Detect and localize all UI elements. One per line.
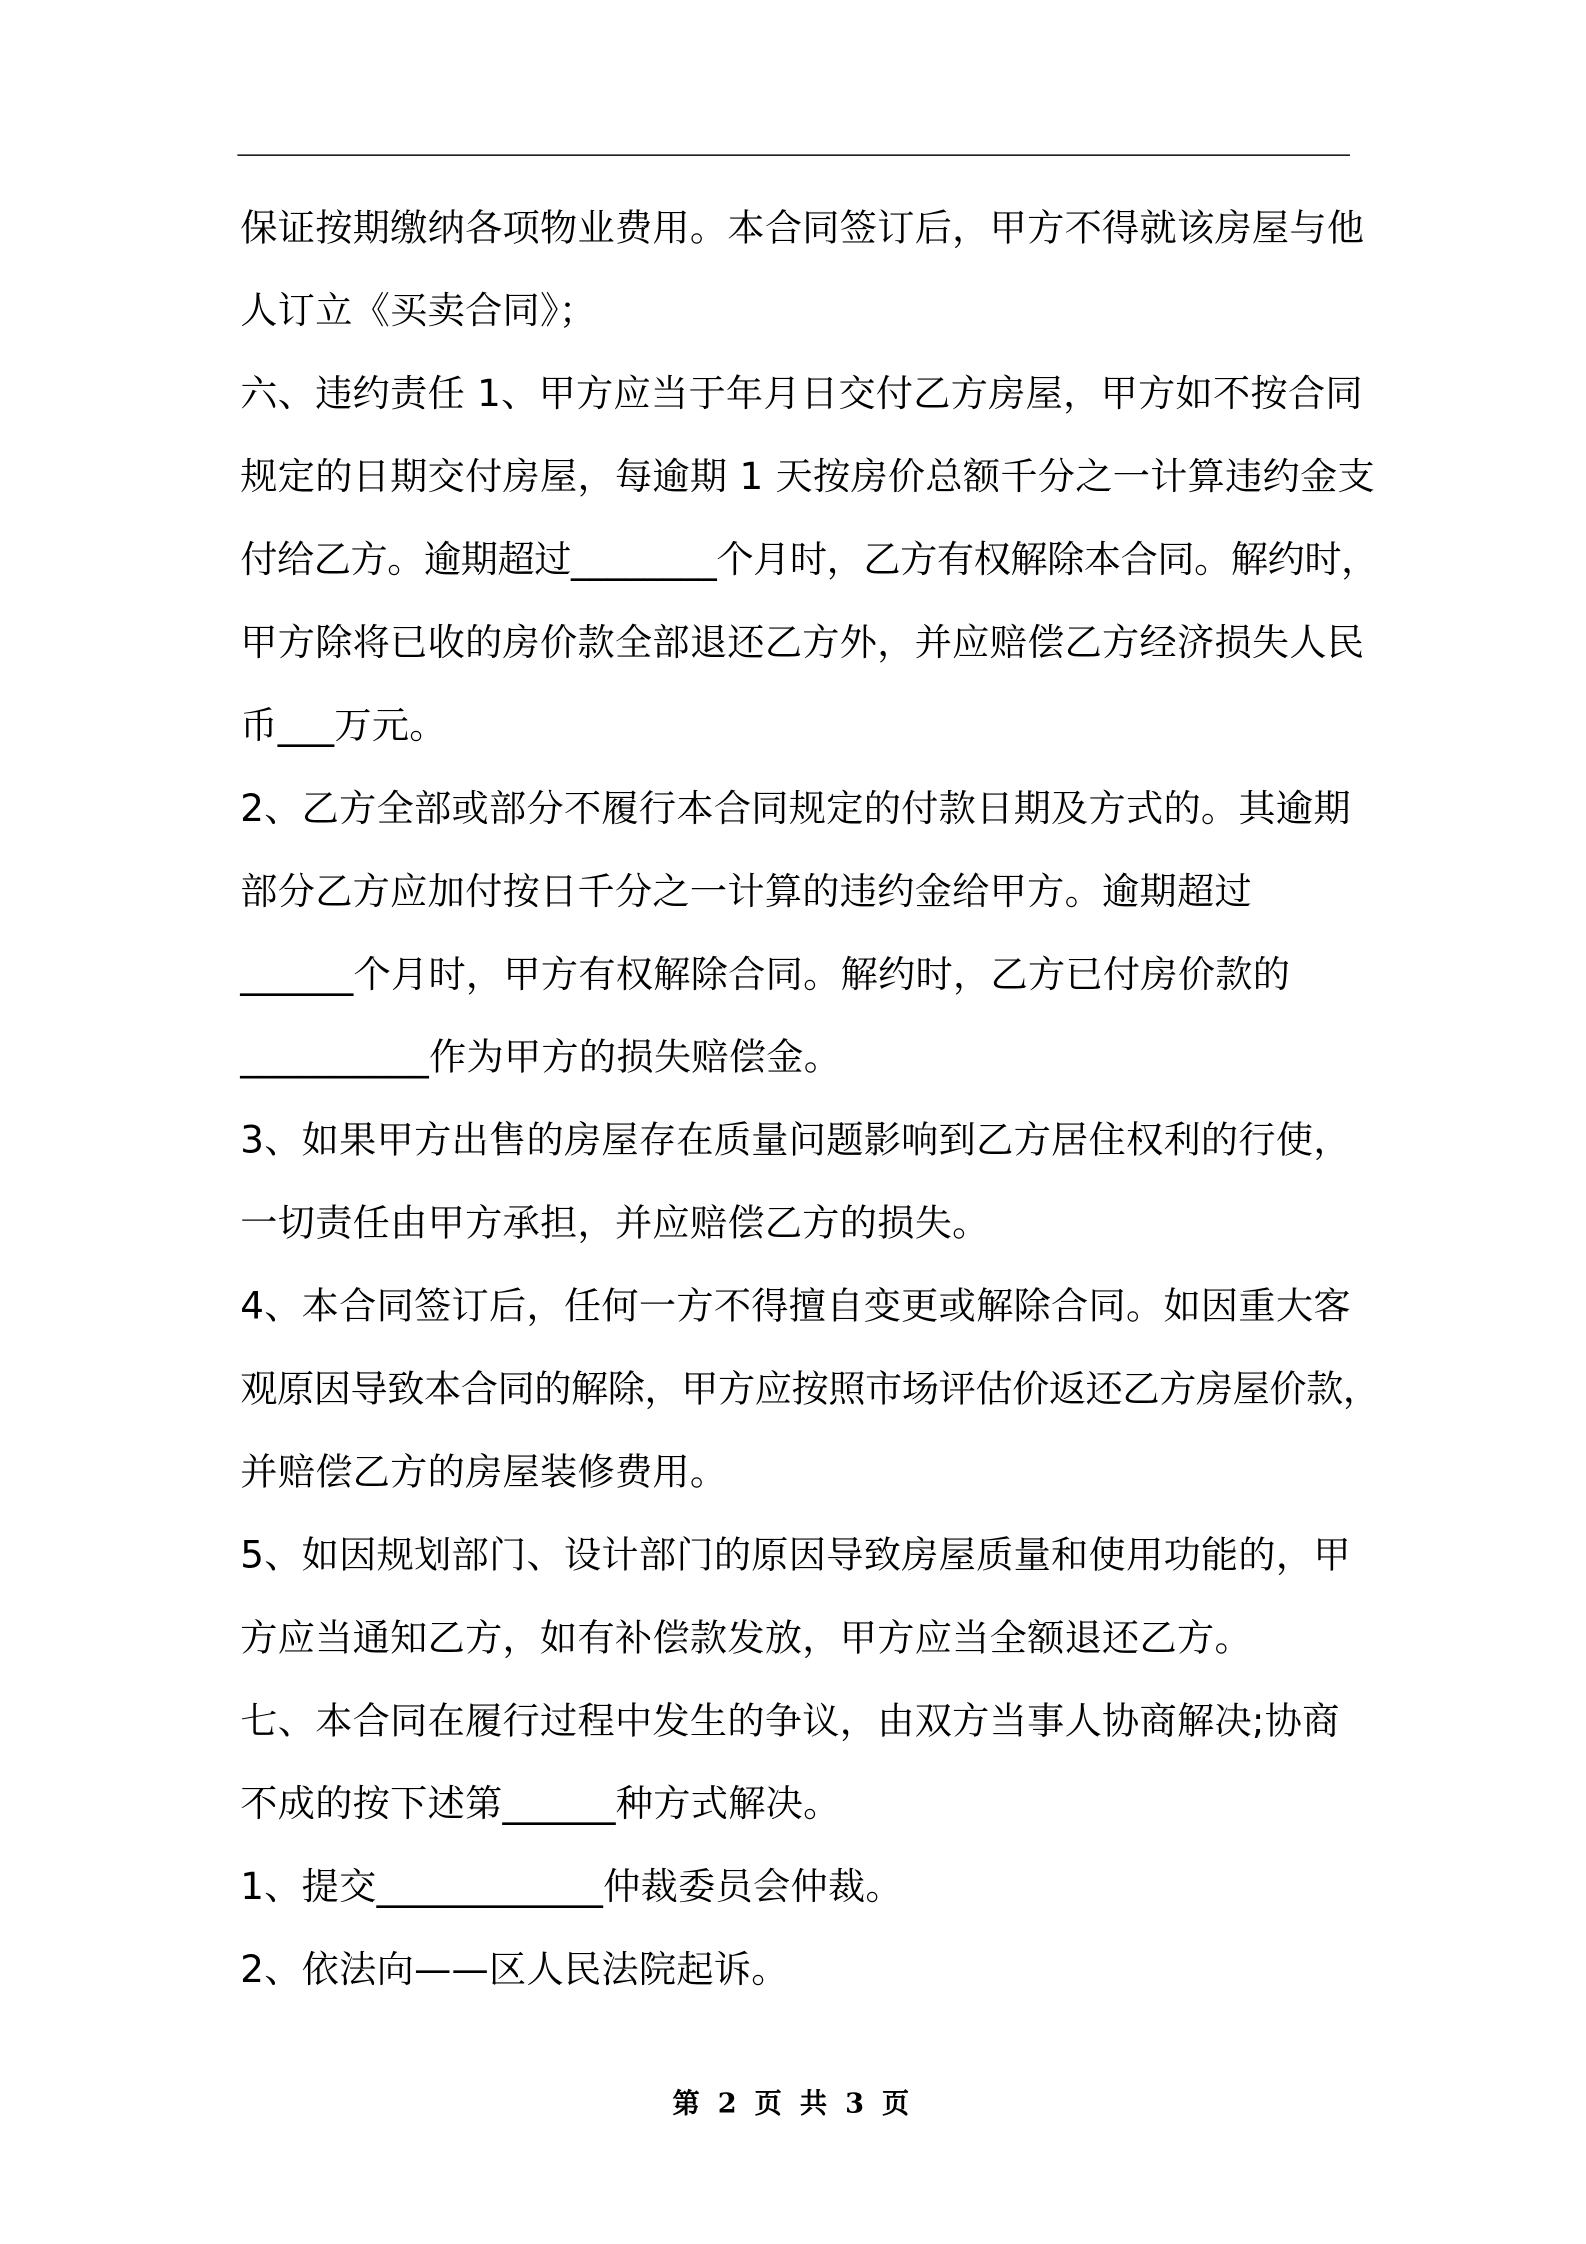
header-rule xyxy=(237,154,1350,155)
body-line: 一切责任由甲方承担，并应赔偿乙方的损失。 xyxy=(240,1202,990,1246)
body-line: 并赔偿乙方的房屋装修费用。 xyxy=(240,1451,728,1495)
body-line: 人订立《买卖合同》； xyxy=(240,290,597,334)
body-line: 1、提交____________仲裁委员会仲裁。 xyxy=(240,1866,903,1910)
body-line: 付给乙方。逾期超过________个月时，乙方有权解除本合同。解约时， xyxy=(240,539,1378,583)
body-line: 4、本合同签订后，任何一方不得擅自变更或解除合同。如因重大客 xyxy=(240,1285,1351,1329)
body-line: 六、违约责任 1、甲方应当于年月日交付乙方房屋，甲方如不按合同 xyxy=(240,373,1363,417)
body-line: 部分乙方应加付按日千分之一计算的违约金给甲方。逾期超过 xyxy=(240,870,1252,914)
body-line: ______个月时，甲方有权解除合同。解约时，乙方已付房价款的 xyxy=(240,953,1291,997)
body-line: 观原因导致本合同的解除，甲方应按照市场评估价返还乙方房屋价款， xyxy=(240,1368,1380,1412)
body-line: 不成的按下述第______种方式解决。 xyxy=(240,1783,841,1827)
body-line: 规定的日期交付房屋，每逾期 1 天按房价总额千分之一计算违约金支 xyxy=(240,456,1376,500)
body-line: 2、乙方全部或部分不履行本合同规定的付款日期及方式的。其逾期 xyxy=(240,787,1351,831)
body-line: 5、如因规划部门、设计部门的原因导致房屋质量和使用功能的，甲 xyxy=(240,1534,1351,1578)
body-line: 七、本合同在履行过程中发生的争议，由双方当事人协商解决;协商 xyxy=(240,1700,1340,1744)
body-line: 币___万元。 xyxy=(240,705,447,748)
body-line: 甲方除将已收的房价款全部退还乙方外，并应赔偿乙方经济损失人民 xyxy=(240,622,1365,665)
body-line: 2、依法向——区人民法院起诉。 xyxy=(240,1949,789,1993)
body-line: 3、如果甲方出售的房屋存在质量问题影响到乙方居住权利的行使， xyxy=(240,1119,1351,1163)
document-body xyxy=(240,187,1380,2012)
body-line: 方应当通知乙方，如有补偿款发放，甲方应当全额退还乙方。 xyxy=(240,1617,1252,1661)
page-number-footer: 第 2 页 共 3 页 xyxy=(672,2087,914,2120)
body-line: __________作为甲方的损失赔偿金。 xyxy=(240,1036,842,1080)
body-line: 保证按期缴纳各项物业费用。本合同签订后，甲方不得就该房屋与他 xyxy=(240,207,1365,251)
